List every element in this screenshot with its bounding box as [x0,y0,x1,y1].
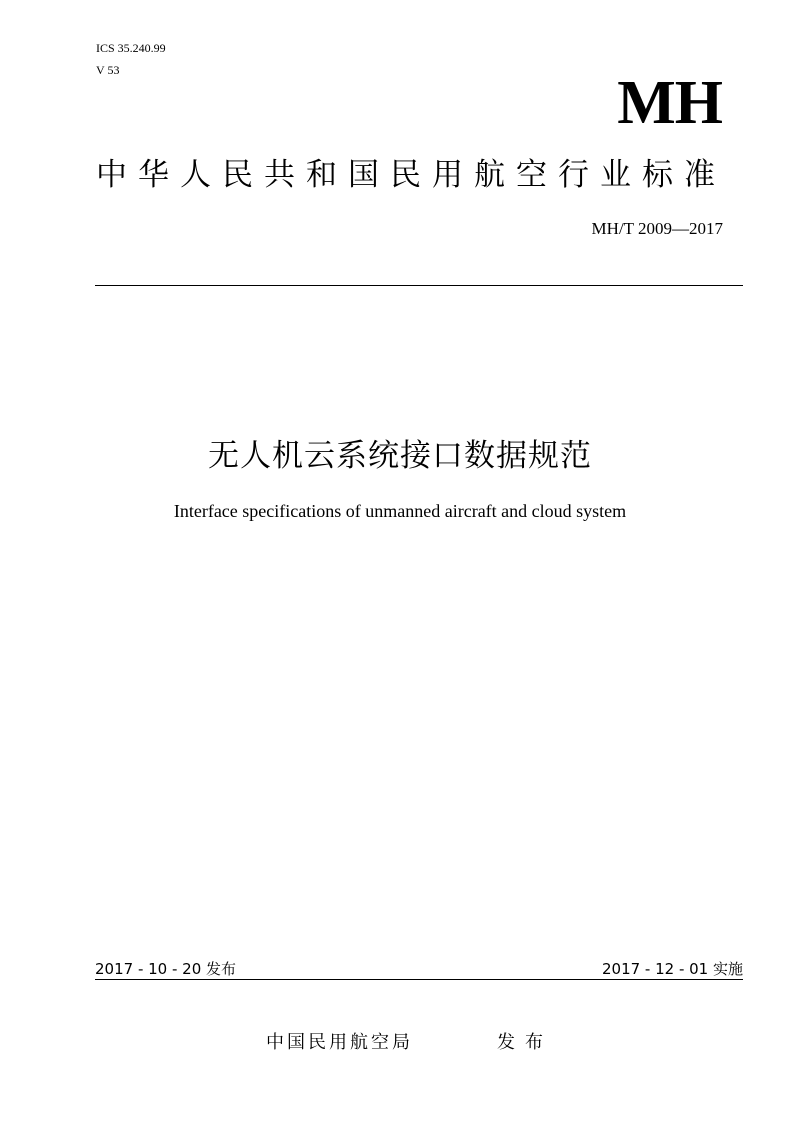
standard-category-title: 中华人民共和国民用航空行业标准 [96,157,726,193]
ccs-classification: V 53 [96,63,120,77]
document-title: 无人机云系统接口数据规范 [208,438,592,474]
standard-code: MH/T 2009—2017 [591,219,723,238]
standard-logo: MH [617,69,722,137]
bottom-divider [95,979,743,980]
issuing-authority: 中国民用航空局 [266,1032,413,1053]
issue-date: 2017 - 10 - 20 发布 [95,960,237,978]
document-subtitle-english: Interface specifications of unmanned aircraft and cloud system [173,501,627,521]
ics-classification: ICS 35.240.99 [96,41,166,55]
top-divider [95,285,743,286]
issuing-action: 发布 [497,1032,553,1053]
implementation-date: 2017 - 12 - 01 实施 [601,960,743,978]
